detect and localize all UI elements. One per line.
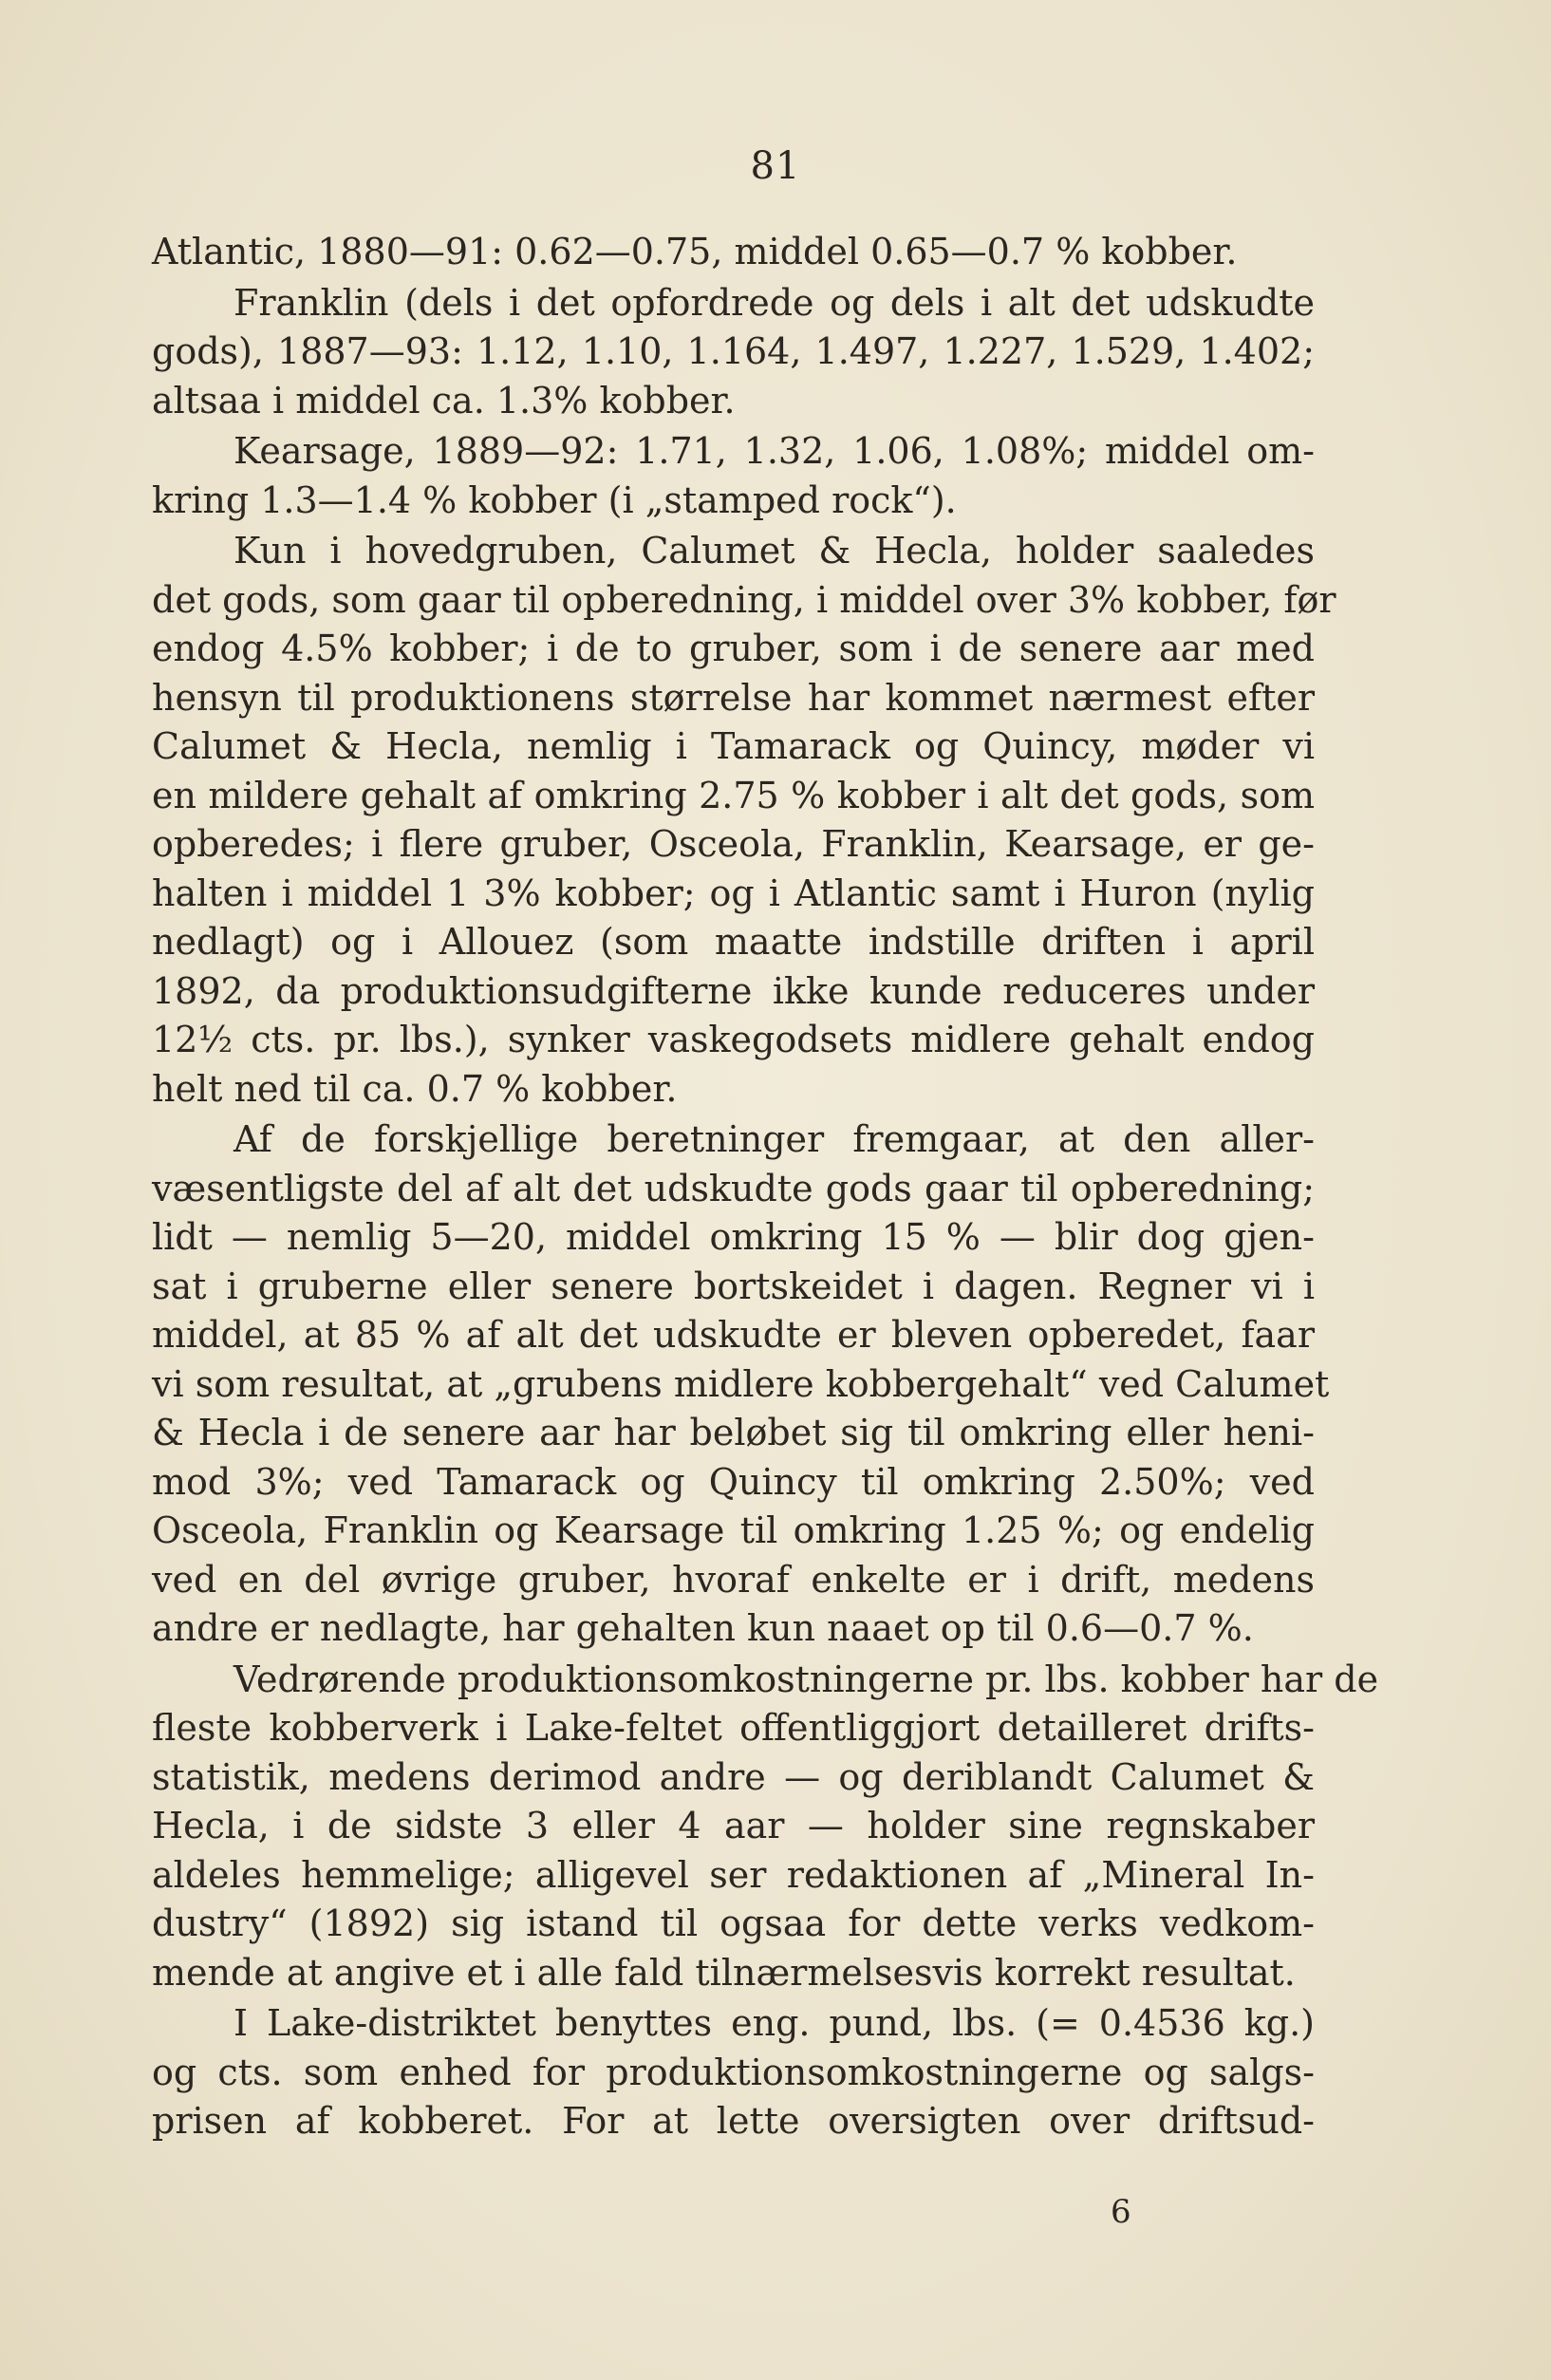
text-line: prisen af kobberet. For at lette oversigten over driftsud-	[152, 2100, 1315, 2142]
text-line: opberedes; i flere gruber, Osceola, Franklin, Kearsage, er ge-	[152, 823, 1315, 865]
paragraph-atlantic	[152, 228, 1315, 277]
text-line: Atlantic, 1880—91: 0.62—0.75, middel 0.65—0.7 % kobber.	[152, 231, 1238, 272]
paragraph-kearsage	[152, 427, 1315, 525]
text-line: endog 4.5% kobber; i de to gruber, som i de senere aar med	[152, 628, 1315, 669]
text-line: helt ned til ca. 0.7 % kobber.	[152, 1067, 678, 1110]
text-line: sat i gruberne eller senere bortskeidet i dagen. Regner vi i	[152, 1265, 1315, 1307]
text-line: og cts. som enhed for produktionsomkostningerne og salgs-	[152, 2051, 1315, 2093]
text-line: aldeles hemmelige; alligevel ser redaktionen af „Mineral In-	[152, 1853, 1315, 1896]
text-line: væsentligste del af alt det udskudte gods gaar til opberedning;	[152, 1167, 1315, 1209]
paragraph-beretninger	[152, 1115, 1330, 1654]
signature-mark: 6	[1111, 2193, 1131, 2231]
text-line: nedlagt) og i Allouez (som maatte indstille driften i april	[152, 921, 1315, 963]
text-line: en mildere gehalt af omkring 2.75 % kobber i alt det gods, som	[152, 774, 1315, 816]
text-line: halten i middel 1 3% kobber; og i Atlantic samt i Huron (nylig	[152, 871, 1315, 914]
paragraph-hovedgruben	[152, 527, 1336, 1114]
text-line: Af de forskjellige beretninger fremgaar, at den aller-	[234, 1118, 1315, 1160]
text-line: Calumet & Hecla, nemlig i Tamarack og Quincy, møder vi	[152, 725, 1315, 767]
body-text	[152, 228, 1379, 2148]
text-line: dustry“ (1892) sig istand til ogsaa for dette verks vedkom-	[152, 1902, 1315, 1944]
text-line: & Hecla i de senere aar har beløbet sig til omkring eller heni-	[152, 1412, 1315, 1453]
text-line: mod 3%; ved Tamarack og Quincy til omkring 2.50%; ved	[152, 1460, 1315, 1503]
text-line: altsaa i middel ca. 1.3% kobber.	[152, 379, 736, 422]
text-line: mende at angive et i alle fald tilnærmelsesvis korrekt resultat.	[152, 1951, 1296, 1994]
text-line: Kun i hovedgruben, Calumet & Hecla, holder saaledes	[234, 530, 1315, 572]
text-line: statistik, medens derimod andre — og deriblandt Calumet &	[152, 1755, 1315, 1798]
text-line: 12½ cts. pr. lbs.), synker vaskegodsets midlere gehalt endog	[152, 1019, 1315, 1060]
text-line: Osceola, Franklin og Kearsage til omkring 1.25 %; og endelig	[152, 1509, 1315, 1551]
text-line: I Lake-distriktet benyttes eng. pund, lbs. (= 0.4536 kg.)	[234, 2002, 1315, 2044]
text-line: vi som resultat, at „grubens midlere kobbergehalt“ ved Calumet	[152, 1362, 1330, 1405]
text-line: 1892, da produktionsudgifterne ikke kunde reduceres under	[152, 969, 1315, 1012]
text-line: det gods, som gaar til opberedning, i middel over 3% kobber, før	[152, 578, 1336, 621]
text-line: Vedrørende produktionsomkostningerne pr. lbs. kobber har de	[234, 1658, 1379, 1700]
text-line: gods), 1887—93: 1.12, 1.10, 1.164, 1.497, 1.227, 1.529, 1.402;	[152, 330, 1315, 372]
text-line: andre er nedlagte, har gehalten kun naaet op til 0.6—0.7 %.	[152, 1607, 1254, 1649]
text-line: ved en del øvrige gruber, hvoraf enkelte er i drift, medens	[152, 1558, 1315, 1601]
text-line: Franklin (dels i det opfordrede og dels i alt det udskudte	[234, 281, 1315, 324]
paragraph-produktionsomkostninger	[152, 1656, 1379, 1998]
paragraph-franklin	[152, 279, 1315, 426]
text-line: kring 1.3—1.4 % kobber (i „stamped rock“).	[152, 478, 957, 521]
text-line: Hecla, i de sidste 3 eller 4 aar — holder sine regnskaber	[152, 1805, 1315, 1846]
text-line: Kearsage, 1889—92: 1.71, 1.32, 1.06, 1.08%; middel om-	[234, 430, 1315, 472]
text-line: lidt — nemlig 5—20, middel omkring 15 % — blir dog gjen-	[152, 1216, 1315, 1258]
page-number: 81	[750, 144, 801, 188]
text-line: fleste kobberverk i Lake-feltet offentliggjort detailleret drifts-	[152, 1707, 1315, 1749]
paragraph-lake-distriktet	[152, 1999, 1315, 2146]
text-line: hensyn til produktionens størrelse har kommet nærmest efter	[152, 676, 1315, 719]
text-line: middel, at 85 % af alt det udskudte er bleven opberedet, faar	[152, 1314, 1315, 1356]
